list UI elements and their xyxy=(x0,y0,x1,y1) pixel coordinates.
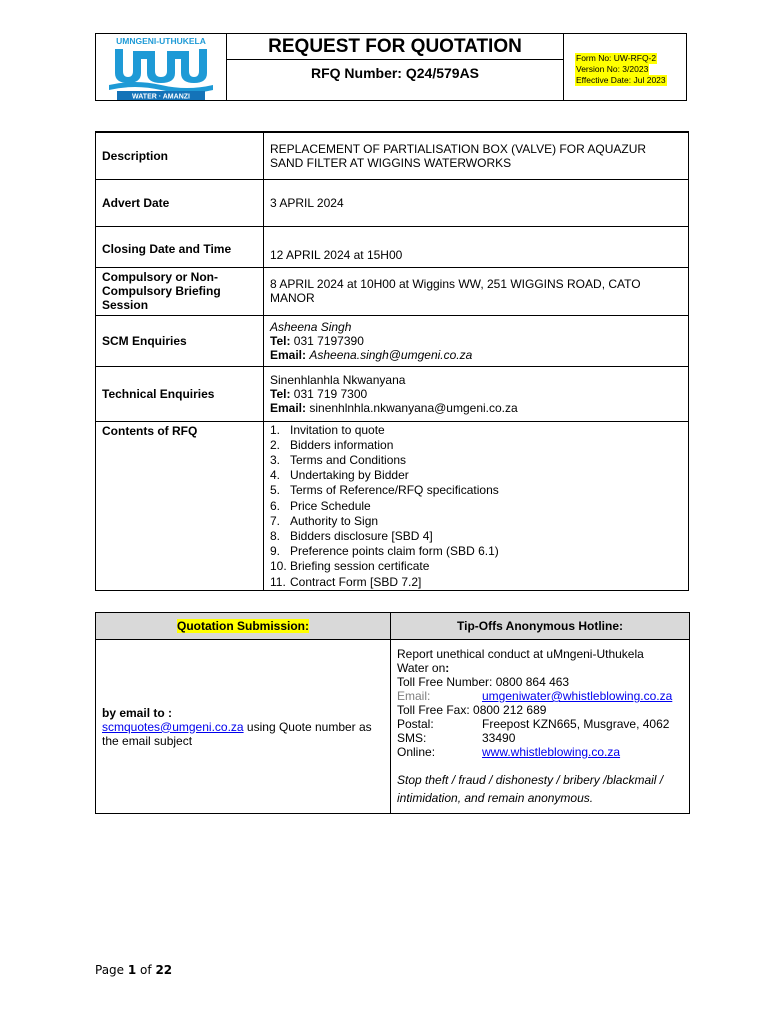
logo-wave-mark xyxy=(115,49,207,83)
toll-free-number: Toll Free Number: 0800 864 463 xyxy=(397,675,570,689)
tech-tel: 031 719 7300 xyxy=(293,386,368,401)
table-row xyxy=(96,315,689,366)
online-row xyxy=(397,745,683,759)
page-footer: Page 1 of 22 xyxy=(95,963,173,977)
table-row xyxy=(96,640,690,814)
table-row xyxy=(96,366,689,421)
table-row xyxy=(96,132,689,179)
list-item-number: 10. xyxy=(270,559,287,574)
sms-row xyxy=(397,731,683,745)
scm-name: Asheena Singh xyxy=(270,319,352,334)
submission-email-link[interactable]: scmquotes@umgeni.co.za xyxy=(102,719,244,734)
list-item-text: Price Schedule xyxy=(290,498,371,513)
scm-tel-label: Tel: xyxy=(270,333,291,348)
list-item-number: 1. xyxy=(270,422,281,437)
list-item-number: 5. xyxy=(270,483,281,498)
effective-date: Effective Date: Jul 2023 xyxy=(576,75,666,85)
description-label: Description xyxy=(96,132,264,179)
scm-tel: 031 7197390 xyxy=(293,333,364,348)
hotline-email-link[interactable]: umgeniwater@whistleblowing.co.za xyxy=(482,689,673,703)
list-item-number: 9. xyxy=(270,544,281,559)
closing-date-value: 12 APRIL 2024 at 15H00 xyxy=(264,226,689,267)
logo-tagline: WATER · AMANZI xyxy=(132,93,190,101)
list-item-number: 7. xyxy=(270,513,281,528)
report-line-2: Water on: xyxy=(397,661,450,675)
advert-date-label: Advert Date xyxy=(96,179,264,226)
tech-tel-label: Tel: xyxy=(270,386,291,401)
postal-row xyxy=(397,717,683,731)
page-number: 1 xyxy=(127,963,137,977)
hotline-email-row xyxy=(397,689,683,703)
contents-list xyxy=(270,423,682,590)
submission-instructions xyxy=(96,640,391,814)
page-total: 22 xyxy=(155,963,173,977)
scm-enquiries-label: SCM Enquiries xyxy=(96,315,264,366)
list-item xyxy=(270,468,682,483)
list-item xyxy=(270,514,682,529)
list-item-text: Authority to Sign xyxy=(290,513,379,528)
list-item-number: 6. xyxy=(270,498,281,513)
by-email-label: by email to : xyxy=(102,705,173,720)
form-info xyxy=(575,53,674,86)
advert-date-value: 3 APRIL 2024 xyxy=(264,179,689,226)
scm-email[interactable]: Asheena.singh@umgeni.co.za xyxy=(309,347,473,362)
list-item xyxy=(270,529,682,544)
document-title: REQUEST FOR QUOTATION xyxy=(227,33,564,60)
technical-enquiries-label: Technical Enquiries xyxy=(96,366,264,421)
toll-free-fax-row xyxy=(397,703,683,717)
list-item xyxy=(270,453,682,468)
hotline-details xyxy=(391,640,690,814)
hotline-slogan: Stop theft / fraud / dishonesty / bribery /blackmail / intimidation, and remain anonymous. xyxy=(397,773,664,805)
tipoffs-hotline-head: Tip-Offs Anonymous Hotline: xyxy=(391,613,690,640)
table-row xyxy=(96,267,689,315)
logo-cell xyxy=(95,33,227,101)
list-item-text: Briefing session certificate xyxy=(290,559,430,574)
sms-label: SMS: xyxy=(397,731,427,745)
list-item-text: Contract Form [SBD 7.2] xyxy=(290,574,422,589)
table-row xyxy=(96,226,689,267)
list-item-text: Bidders information xyxy=(290,437,394,452)
online-link[interactable]: www.whistleblowing.co.za xyxy=(482,745,621,759)
list-item xyxy=(270,483,682,498)
postal-label: Postal: xyxy=(397,717,434,731)
quotation-submission-title: Quotation Submission: xyxy=(177,619,309,633)
scm-email-label: Email: xyxy=(270,347,307,362)
list-item xyxy=(270,438,682,453)
list-item-text: Terms and Conditions xyxy=(290,452,407,467)
umngeni-uthukela-logo xyxy=(95,33,227,101)
description-value: REPLACEMENT OF PARTIALISATION BOX (VALVE) FOR AQUAZUR SAND FILTER AT WIGGINS WATERWORKS xyxy=(264,132,689,179)
form-no: Form No: UW-RFQ-2 xyxy=(576,53,657,63)
rfq-details-table xyxy=(95,131,689,591)
tech-email[interactable]: sinenhlnhla.nkwanyana@umgeni.co.za xyxy=(309,400,518,415)
list-item xyxy=(270,559,682,574)
sms-value: 33490 xyxy=(482,731,516,745)
tech-name: Sinenhlanhla Nkwanyana xyxy=(270,372,406,387)
list-item xyxy=(270,575,682,590)
list-item xyxy=(270,423,682,438)
postal-value: Freepost KZN665, Musgrave, 4062 xyxy=(482,717,670,731)
list-item-number: 4. xyxy=(270,468,281,483)
closing-date-label: Closing Date and Time xyxy=(96,226,264,267)
briefing-label: Compulsory or Non-Compulsory Briefing Session xyxy=(96,267,264,315)
list-item-text: Invitation to quote xyxy=(290,422,385,437)
technical-enquiries-value xyxy=(264,366,689,421)
list-item-number: 2. xyxy=(270,437,281,452)
contents-value xyxy=(264,421,689,590)
table-row xyxy=(96,421,689,590)
quotation-submission-head xyxy=(96,613,391,640)
list-item-number: 11. xyxy=(270,574,286,589)
list-item-number: 8. xyxy=(270,528,281,543)
toll-free-fax-value: 0800 212 689 xyxy=(473,703,547,717)
hotline-email-label: Email: xyxy=(397,689,431,703)
list-item-text: Terms of Reference/RFQ specifications xyxy=(290,483,499,498)
list-item-text: Undertaking by Bidder xyxy=(290,468,409,483)
briefing-value: 8 APRIL 2024 at 10H00 at Wiggins WW, 251 WIGGINS ROAD, CATO MANOR xyxy=(264,267,689,315)
logo-org-name: UMNGENI-UTHUKELA xyxy=(116,36,206,46)
list-item-text: Bidders disclosure [SBD 4] xyxy=(290,528,433,543)
table-row xyxy=(96,613,690,640)
list-item xyxy=(270,544,682,559)
rfq-number: RFQ Number: Q24/579AS xyxy=(227,60,564,101)
toll-free-fax-label: Toll Free Fax: xyxy=(397,703,470,717)
online-label: Online: xyxy=(397,745,436,759)
submission-table xyxy=(95,612,690,814)
version-no: Version No: 3/2023 xyxy=(576,64,649,74)
contents-label: Contents of RFQ xyxy=(96,421,264,590)
list-item-text: Preference points claim form (SBD 6.1) xyxy=(290,544,499,559)
scm-enquiries-value xyxy=(264,315,689,366)
tech-email-label: Email: xyxy=(270,400,307,415)
list-item-number: 3. xyxy=(270,452,281,467)
list-item xyxy=(270,499,682,514)
table-row xyxy=(96,179,689,226)
submission-email-suffix: using Quote number as the email subject xyxy=(102,719,372,748)
report-line-1: Report unethical conduct at uMngeni-Uthukela xyxy=(397,647,644,661)
